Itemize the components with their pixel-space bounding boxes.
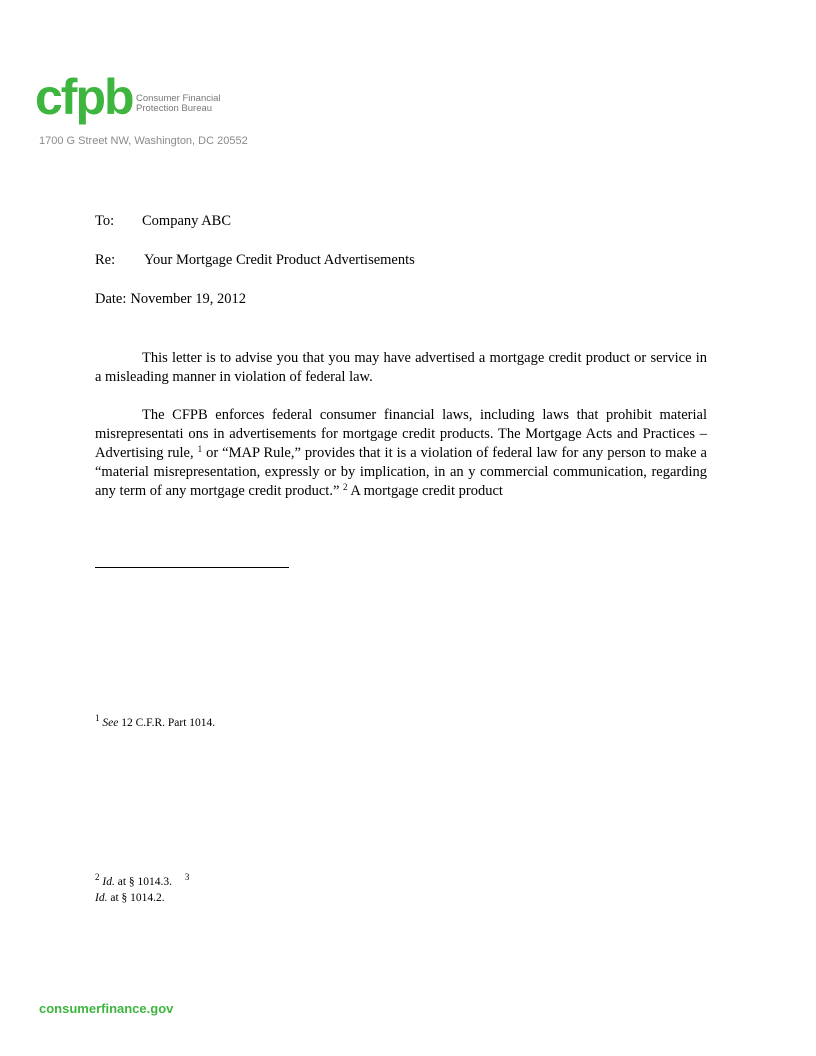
memo-re-label: Re:	[95, 252, 116, 268]
footnote-ref-2[interactable]: 2	[343, 482, 348, 492]
footnote-3-text: at § 1014.2.	[107, 892, 165, 904]
footnote-2-signal: Id.	[102, 876, 115, 888]
memo-re	[95, 251, 415, 269]
body-paragraph-1	[95, 349, 707, 387]
footnote-2-number: 2	[95, 872, 100, 882]
footnote-3	[95, 891, 165, 905]
logo-name-line1: Consumer Financial	[136, 93, 221, 104]
footnote-2	[95, 872, 190, 889]
logo-name-line2: Protection Bureau	[136, 103, 213, 114]
memo-to-label: To:	[95, 213, 115, 229]
body-paragraph-2	[95, 406, 707, 501]
paragraph-1-text: This letter is to advise you that you may have advertised a mortgage credit product or service in a misleading manner in violation of federal law.	[95, 350, 707, 385]
memo-date	[95, 290, 246, 308]
footnote-1-text: 12 C.F.R. Part 1014.	[118, 717, 216, 729]
footer-website-link[interactable]: consumerfinance.gov	[39, 1001, 174, 1016]
paragraph-2-part-c: A mortgage credit product	[347, 483, 503, 499]
cfpb-logo-mark: cfpb	[35, 69, 133, 125]
paragraph-2-part-a: The CFPB enforces federal consumer financial laws, including laws that prohibit material misrepresentati ons in advertisements for mortgage credit products. The Mortgage Acts and Practices – Advertising rule,	[95, 407, 707, 461]
cfpb-logo-name	[136, 94, 220, 114]
footnote-ref-1[interactable]: 1	[197, 444, 203, 454]
memo-date-value: November 19, 2012	[130, 291, 246, 307]
footnote-2-text: at § 1014.3.	[114, 876, 173, 888]
letterhead-address: 1700 G Street NW, Washington, DC 20552	[39, 135, 248, 147]
memo-to	[95, 212, 231, 230]
footnote-separator	[95, 567, 289, 568]
paragraph-2-part-b: or “MAP Rule,” provides that it is a violation of federal law for any person to make a “material misrepresentation, expressly or by implication, in an y commercial communication, regarding any term of any mortgage credit product.”	[95, 445, 707, 499]
memo-to-value: Company ABC	[142, 213, 232, 229]
memo-re-value: Your Mortgage Credit Product Advertisements	[144, 252, 415, 268]
footnote-3-number: 3	[184, 872, 190, 882]
footnote-1-signal: See	[102, 717, 119, 729]
cfpb-logo	[35, 69, 235, 128]
memo-date-label: Date:	[95, 291, 127, 307]
footnote-1	[95, 713, 216, 730]
paragraph-2-text	[95, 406, 707, 501]
footnote-3-signal: Id.	[95, 892, 108, 904]
footnote-1-number: 1	[95, 713, 100, 723]
